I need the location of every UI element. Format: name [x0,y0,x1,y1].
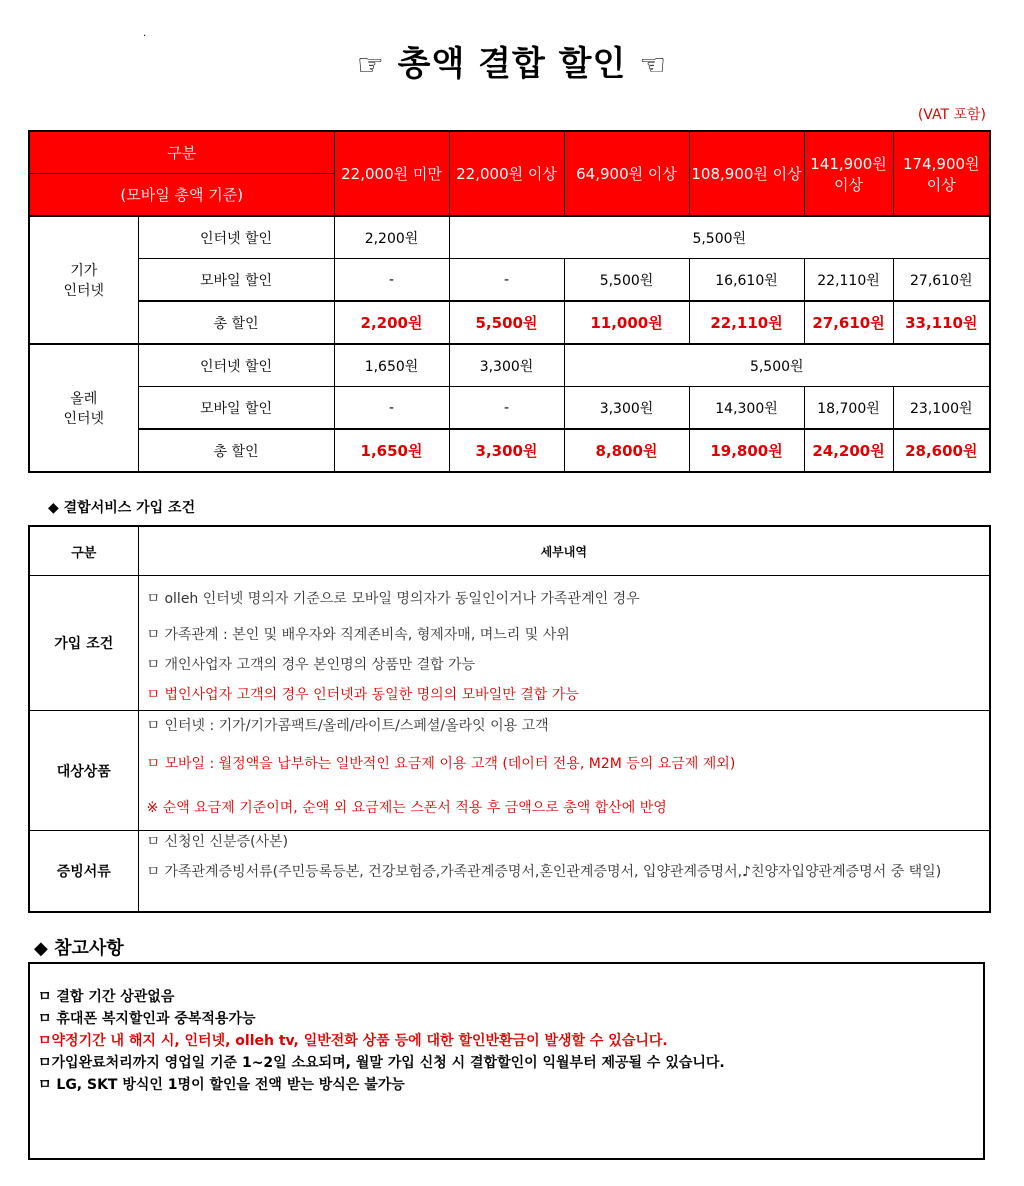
page-title [0,36,1024,85]
table-row [29,831,990,913]
cell: 2,200원 [334,216,449,259]
col-category: 구분 [29,526,138,576]
total-cell: 1,650원 [334,429,449,472]
list-item: ㅁ 개인사업자 고객의 경우 본인명의 상품만 결합 가능 [146,657,476,673]
cell: 3,300원 [449,344,564,387]
list-item: ㅁ 인터넷 : 기가/기가콤팩트/올레/라이트/스페셜/올라잇 이용 고객 [146,718,549,734]
tier-header: 141,900원 이상 [804,131,893,216]
row-label: 모바일 할인 [138,259,334,302]
hand-left-pointing-icon: ☜ [639,48,668,83]
list-item: ㅁ olleh 인터넷 명의자 기준으로 모바일 명의자가 동일인이거나 가족관계인 경우 [146,591,640,607]
total-cell: 22,110원 [689,301,804,344]
row-label: 모바일 할인 [138,387,334,430]
docs-detail [138,831,990,913]
table-row [29,344,990,387]
total-cell: 19,800원 [689,429,804,472]
table-row [29,387,990,430]
list-item: ㅁ 법인사업자 고객의 경우 인터넷과 동일한 명의의 모바일만 결합 가능 [146,687,579,703]
cell: 3,300원 [564,387,689,430]
tier-header: 22,000원 미만 [334,131,449,216]
row-label: 인터넷 할인 [138,344,334,387]
cell: 5,500원 [564,259,689,302]
table-row [29,216,990,259]
group-label-giga: 기가 인터넷 [29,216,138,344]
group-label-olleh: 올레 인터넷 [29,344,138,472]
discount-table [28,130,991,473]
list-item: ㅁ LG, SKT 방식인 1명이 할인을 전액 받는 방식은 불가능 [38,1077,405,1093]
col-detail: 세부내역 [138,526,990,576]
join-label: 가입 조건 [29,576,138,711]
header-basis: (모바일 총액 기준) [29,174,334,217]
list-item: ㅁ가입완료처리까지 영업일 기준 1~2일 소요되며, 월말 가입 신청 시 결합할인이 익월부터 제공될 수 있습니다. [38,1055,725,1071]
page-title-text: 총액 결합 할인 [397,44,627,84]
list-item: ㅁ 가족관계 : 본인 및 배우자와 직계존비속, 형제자매, 며느리 및 사위 [146,627,570,643]
stray-dot: . [143,28,147,39]
list-item: ㅁ 휴대폰 복지할인과 중복적용가능 [38,1011,256,1027]
cell: 1,650원 [334,344,449,387]
notes-box [28,962,985,1160]
table-row [29,259,990,302]
cell: 14,300원 [689,387,804,430]
product-detail [138,711,990,831]
product-label: 대상상품 [29,711,138,831]
table-header-row [29,526,990,576]
tier-header: 174,900원 이상 [893,131,990,216]
cell: - [449,387,564,430]
cell: 5,500원 [564,344,990,387]
cell: 18,700원 [804,387,893,430]
cell: 22,110원 [804,259,893,302]
list-item: ㅁ 신청인 신분증(사본) [146,834,289,850]
cell: - [334,387,449,430]
join-detail [138,576,990,711]
docs-label: 증빙서류 [29,831,138,913]
hand-right-pointing-icon: ☞ [356,48,385,83]
total-cell: 2,200원 [334,301,449,344]
conditions-table [28,525,991,913]
row-label: 총 할인 [138,301,334,344]
cell: 16,610원 [689,259,804,302]
total-cell: 28,600원 [893,429,990,472]
cell: - [334,259,449,302]
notes-section-title: ◆ 참고사항 [34,938,124,959]
vat-note: (VAT 포함) [917,107,986,123]
list-item: ㅁ약정기간 내 해지 시, 인터넷, olleh tv, 일반전화 상품 등에 대한 할인반환금이 발생할 수 있습니다. [38,1033,668,1049]
table-row [29,576,990,711]
tier-header: 22,000원 이상 [449,131,564,216]
table-row [29,301,990,344]
total-cell: 8,800원 [564,429,689,472]
total-cell: 24,200원 [804,429,893,472]
total-cell: 3,300원 [449,429,564,472]
list-item: ㅁ 결합 기간 상관없음 [38,989,175,1005]
total-cell: 33,110원 [893,301,990,344]
table-row [29,711,990,831]
tier-header: 108,900원 이상 [689,131,804,216]
tier-header: 64,900원 이상 [564,131,689,216]
list-item: ※ 순액 요금제 기준이며, 순액 외 요금제는 스폰서 적용 후 금액으로 총액 합산에 반영 [146,800,667,816]
total-cell: 5,500원 [449,301,564,344]
total-cell: 11,000원 [564,301,689,344]
table-header-row [29,131,990,174]
cell: 27,610원 [893,259,990,302]
total-cell: 27,610원 [804,301,893,344]
cell: - [449,259,564,302]
row-label: 인터넷 할인 [138,216,334,259]
cell: 23,100원 [893,387,990,430]
list-item: ㅁ 가족관계증빙서류(주민등록등본, 건강보험증,가족관계증명서,혼인관계증명서, 입양관계증명서,♪친양자입양관계증명서 중 택일) [146,864,942,880]
table-row [29,429,990,472]
conditions-section-title: ◆ 결합서비스 가입 조건 [48,500,196,516]
row-label: 총 할인 [138,429,334,472]
cell: 5,500원 [449,216,990,259]
list-item: ㅁ 모바일 : 월정액을 납부하는 일반적인 요금제 이용 고객 (데이터 전용, M2M 등의 요금제 제외) [146,756,736,772]
header-category: 구분 [29,131,334,174]
